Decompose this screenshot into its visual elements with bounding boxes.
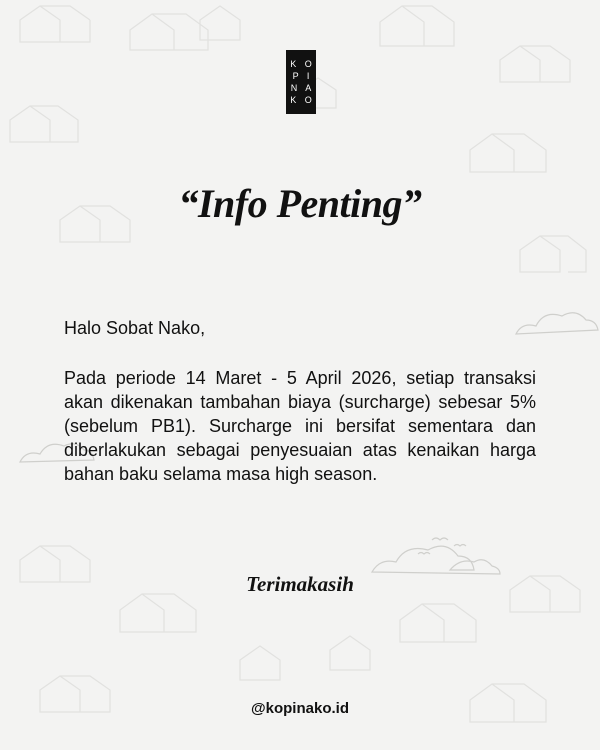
logo-line-1: K O	[290, 59, 315, 69]
logo-line-3: N A	[290, 83, 315, 93]
logo-line-4: K O	[290, 95, 315, 105]
page-title: “Info Penting”	[178, 181, 422, 226]
brand-logo	[286, 50, 316, 114]
logo-line-2: P I	[292, 71, 313, 81]
social-handle: @kopinako.id	[251, 700, 349, 717]
greeting-text: Halo Sobat Nako,	[64, 318, 206, 338]
closing-text: Terimakasih	[246, 572, 354, 596]
announcement-body: Pada periode 14 Maret - 5 April 2026, setiap transaksi akan dikenakan tambahan biaya (surcharge) sebesar 5% (sebelum PB1). Surcharge ini bersifat sementara dan diberlakukan sebagai penyesuaian atas kenaikan harga bahan baku selama masa high season.	[64, 368, 536, 484]
